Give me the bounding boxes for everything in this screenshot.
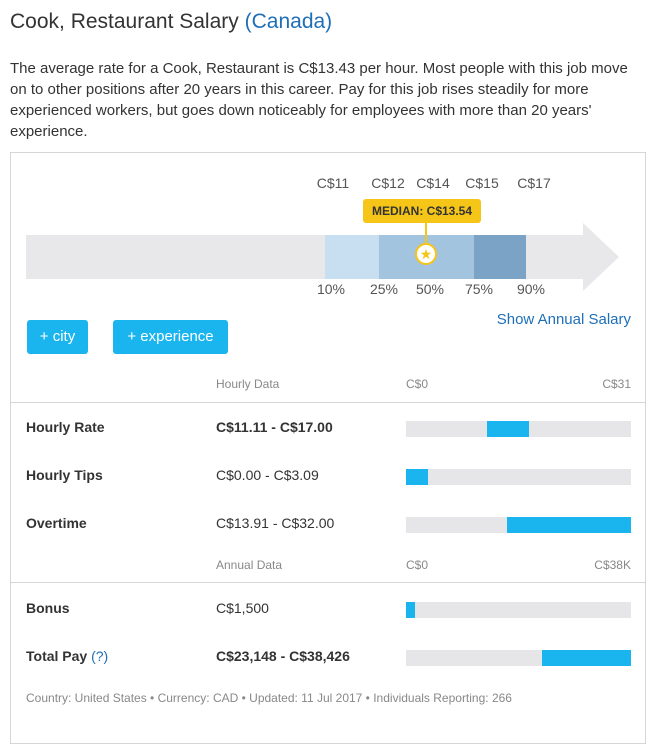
overtime-bar — [406, 517, 631, 533]
hourly-tips-bar — [406, 469, 631, 485]
tick-top-25: C$12 — [371, 175, 405, 191]
hourly-axis-min: C$0 — [406, 377, 429, 391]
salary-card — [10, 152, 646, 744]
total-pay-help-link[interactable]: (?) — [91, 648, 109, 664]
overtime-label: Overtime — [26, 515, 87, 531]
percentile-label-50: 50% — [415, 281, 445, 297]
percentile-label-10: 10% — [316, 281, 346, 297]
overtime-value: C$13.91 - C$32.00 — [216, 515, 335, 531]
total-pay-bar-fill — [542, 650, 631, 666]
tick-top-50: C$14 — [416, 175, 450, 191]
intro-paragraph: The average rate for a Cook, Restaurant is C$13.43 per hour. Most people with this job move on to other positions after 20 years in this career. Pay for this job rises steadily for more experienced workers, but goes down noticeably for employees with more than 20 years' experience. — [10, 60, 628, 140]
page-title — [10, 10, 332, 34]
hourly-data-header: Hourly Data — [216, 377, 280, 391]
bonus-bar — [406, 602, 631, 618]
show-annual-salary-link[interactable]: Show Annual Salary — [496, 311, 631, 328]
add-city-button[interactable]: + city — [27, 320, 88, 354]
hourly-rate-label: Hourly Rate — [26, 419, 105, 435]
percentile-label-90: 90% — [516, 281, 546, 297]
overtime-bar-fill — [507, 517, 631, 533]
annual-axis-max: C$38K — [594, 558, 631, 572]
hourly-divider — [11, 402, 645, 403]
bonus-value: C$1,500 — [216, 600, 269, 616]
star-icon: ★ — [415, 243, 437, 265]
tick-top-75: C$15 — [465, 175, 499, 191]
tick-top-10: C$11 — [316, 175, 350, 191]
hourly-rate-value: C$11.11 - C$17.00 — [216, 419, 333, 435]
total-pay-label — [26, 648, 108, 664]
title-text: Cook, Restaurant Salary — [10, 10, 239, 33]
percentile-75-90-segment — [474, 235, 526, 279]
hourly-rate-bar-fill — [487, 421, 530, 437]
percentile-10-25-segment — [325, 235, 379, 279]
median-stem — [425, 223, 427, 243]
total-pay-value: C$23,148 - C$38,426 — [216, 648, 350, 664]
percentile-label-25: 25% — [369, 281, 399, 297]
annual-axis-min: C$0 — [406, 558, 429, 572]
hourly-tips-value: C$0.00 - C$3.09 — [216, 467, 319, 483]
total-pay-bar — [406, 650, 631, 666]
median-badge: MEDIAN: C$13.54 — [363, 199, 481, 223]
add-experience-button[interactable]: + experience — [113, 320, 228, 354]
hourly-tips-label: Hourly Tips — [26, 467, 103, 483]
total-pay-label-text: Total Pay — [26, 648, 88, 664]
country-link[interactable]: (Canada) — [244, 10, 333, 33]
distribution-arrow — [583, 223, 619, 291]
bonus-bar-fill — [406, 602, 415, 618]
tick-top-90: C$17 — [517, 175, 551, 191]
hourly-axis-max: C$31 — [602, 377, 631, 391]
bonus-label: Bonus — [26, 600, 70, 616]
percentile-label-75: 75% — [464, 281, 494, 297]
hourly-tips-bar-fill — [406, 469, 428, 485]
annual-divider — [11, 582, 645, 583]
footer-meta: Country: United States • Currency: CAD • Updated: 11 Jul 2017 • Individuals Reporting: 266 — [26, 691, 512, 705]
annual-data-header: Annual Data — [216, 558, 283, 572]
hourly-rate-bar — [406, 421, 631, 437]
